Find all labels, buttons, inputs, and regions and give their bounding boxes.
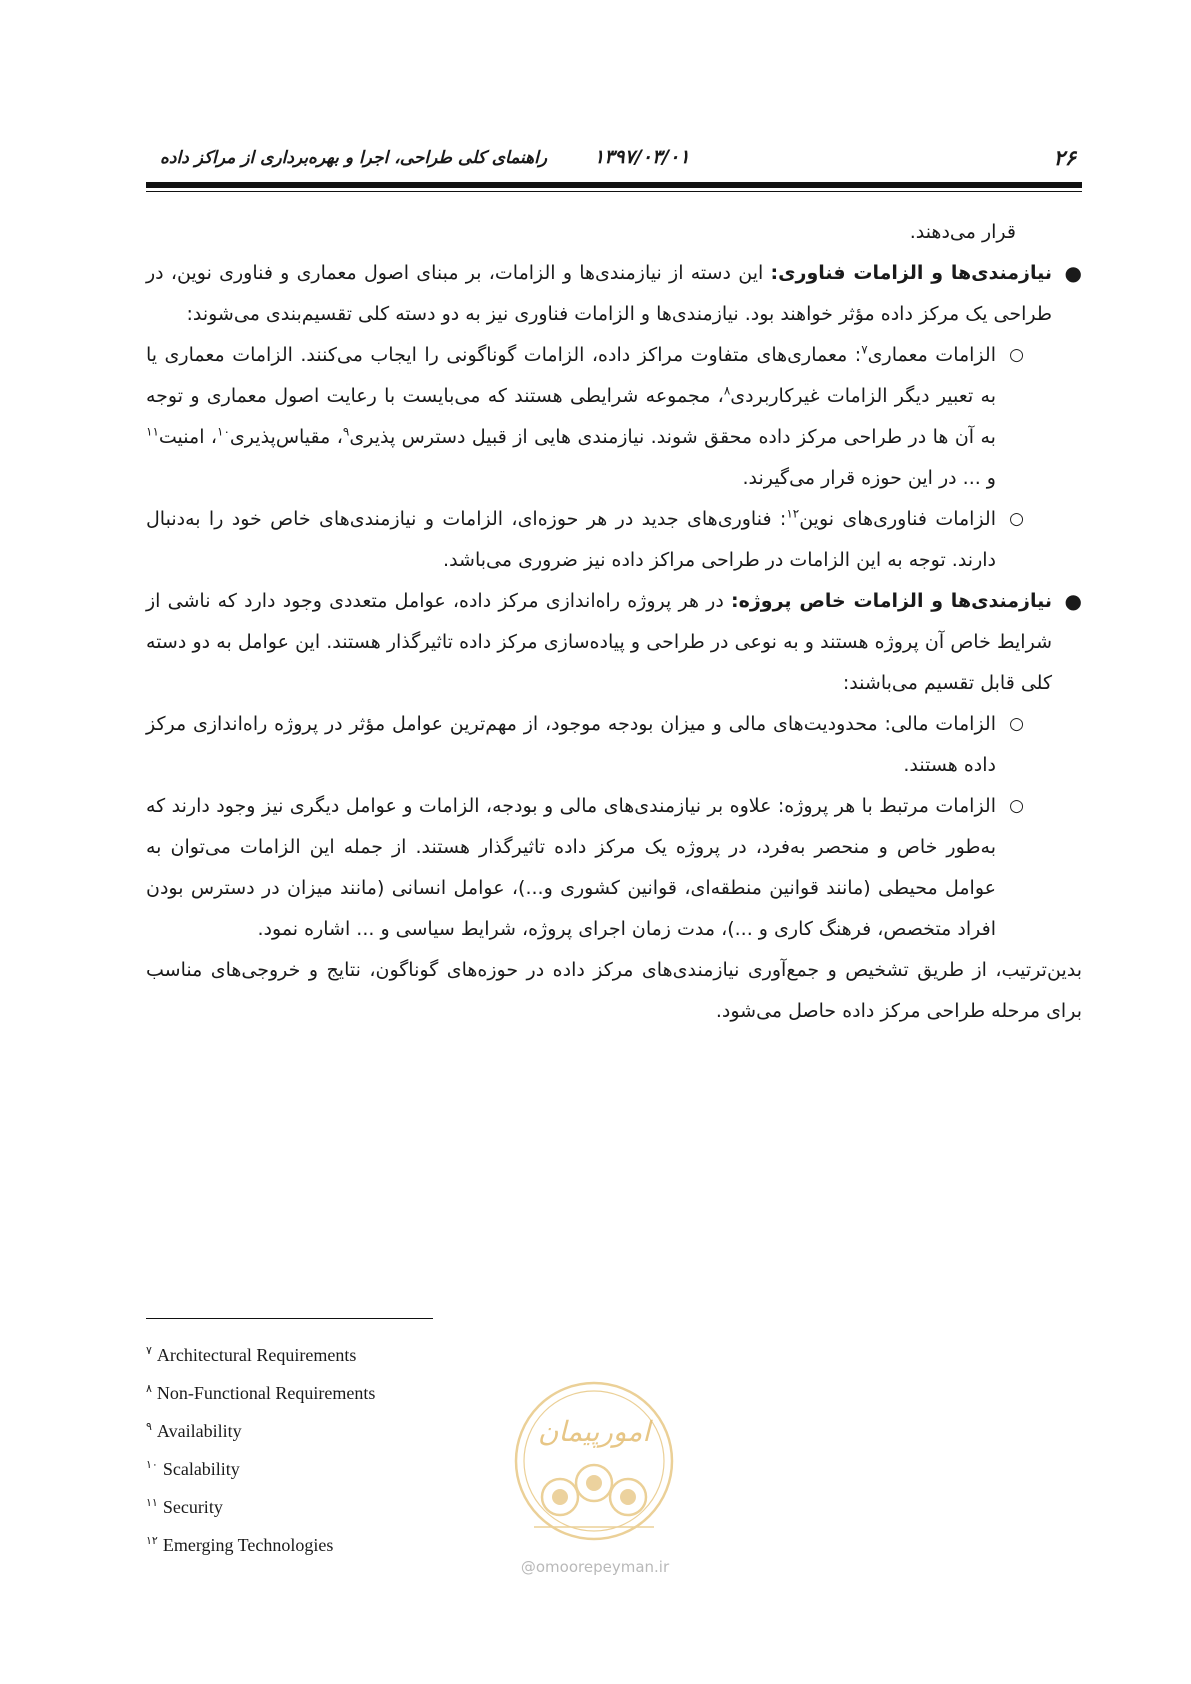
footnote-number: ۹ <box>146 1421 152 1433</box>
footnote-item <box>146 1488 375 1526</box>
sub-text: الزامات فناوری‌های نوین <box>799 508 996 530</box>
footnote-text: Non-Functional Requirements <box>156 1383 376 1403</box>
footnote-text: Emerging Technologies <box>162 1535 334 1555</box>
bullet-text: در هر پروژه راه‌اندازی مرکز داده، عوامل متعددی وجود دارد که ناشی از شرایط خاص آن پروژه هستند و به نوعی در طراحی و پیاده‌سازی مرکز داده تاثیرگذار هستند. این عوامل به دو دسته کلی قابل تقسیم می‌باشند: <box>146 590 1052 694</box>
page-body <box>146 212 1082 1032</box>
footnote-ref[interactable]: ۱۲ <box>786 506 800 521</box>
watermark-seal-icon <box>512 1379 676 1543</box>
sub-text: و ... در این حوزه قرار می‌گیرند. <box>742 467 996 489</box>
footnote-ref[interactable]: ۸ <box>723 383 731 398</box>
circle-bullet-icon: ○ <box>1009 714 1024 734</box>
sub-item-emerging-tech <box>146 499 1082 581</box>
circle-bullet-icon: ○ <box>1009 796 1024 816</box>
sub-text: ، امنیت <box>158 426 218 448</box>
footnote-text: Scalability <box>162 1459 240 1479</box>
sub-text: الزامات مرتبط با هر پروژه: علاوه بر نیازمندی‌های مالی و بودجه، الزامات و عوامل دیگری نیز وجود دارند که به‌طور خاص و منحصر به‌فرد، در پروژه یک مرکز داده تاثیرگذار هستند. از جمله این الزامات می‌توان به عوامل محیطی (مانند قوانین منطقه‌ای، قوانین کشوری و...)، عوامل انسانی (مانند میزان در دسترس بودن افراد متخصص، فرهنگ کاری و ...)، مدت زمان اجرای پروژه، شرایط سیاسی و ... اشاره نمود. <box>146 795 996 940</box>
sub-item-architecture <box>146 335 1082 499</box>
footnote-ref[interactable]: ۷ <box>861 342 868 357</box>
footnote-text: Architectural Requirements <box>156 1345 357 1365</box>
bullet-heading: نیازمندی‌ها و الزامات فناوری: <box>770 262 1052 284</box>
watermark-site: @omoorepeyman.ir <box>520 1558 670 1576</box>
footnote-text: Security <box>162 1497 223 1517</box>
sub-text: ، مقیاس‌پذیری <box>229 426 343 448</box>
sub-text: الزامات معماری <box>867 344 996 366</box>
footnote-ref[interactable]: ۹ <box>342 424 350 439</box>
bullet-icon: ● <box>1064 261 1082 285</box>
bullet-technology-requirements <box>146 253 1082 335</box>
bullet-project-requirements <box>146 581 1082 704</box>
sub-text: ، مجموعه شرایطی هستند که می‌بایست با رعایت اصول معماری و توجه به آن ها در طراحی مرکز داده محقق شوند. نیازمندی هایی از قبیل دسترس پذیری <box>146 385 996 448</box>
footnote-ref[interactable]: ۱۰ <box>217 424 230 439</box>
header-date: ۱۳۹۷/۰۳/۰۱ <box>594 146 690 168</box>
sub-text: : فناوری‌های جدید در هر حوزه‌ای، الزامات و نیازمندی‌های خاص خود را به‌دنبال دارند. توجه به این الزامات در طراحی مراکز داده نیز ضروری می‌باشد. <box>146 508 996 571</box>
page-header <box>146 146 1082 176</box>
page-number: ۲۶ <box>1053 146 1076 170</box>
watermark-logo-text: امورپیمان <box>537 1415 651 1448</box>
footnote-item <box>146 1450 375 1488</box>
footnote-item <box>146 1374 375 1412</box>
sub-item-project-specific <box>146 786 1082 950</box>
footnote-ref[interactable]: ۱۱ <box>146 424 159 439</box>
bullet-heading: نیازمندی‌ها و الزامات خاص پروژه: <box>731 590 1052 612</box>
bullet-icon: ● <box>1064 589 1082 613</box>
continuation-text: قرار می‌دهند. <box>909 221 1016 243</box>
sub-item-financial <box>146 704 1082 786</box>
sub-text: الزامات مالی: محدودیت‌های مالی و میزان بودجه موجود، از مهم‌ترین عوامل مؤثر در پروژه راه‌اندازی مرکز داده هستند. <box>146 713 996 776</box>
footnote-number: ۸ <box>146 1383 152 1395</box>
header-rule-thick <box>146 182 1082 188</box>
footnote-item <box>146 1336 375 1374</box>
footnote-number: ۱۰ <box>146 1459 158 1471</box>
circle-bullet-icon: ○ <box>1009 509 1024 529</box>
footnote-number: ۱۲ <box>146 1535 158 1547</box>
circle-bullet-icon: ○ <box>1009 345 1024 365</box>
header-title: راهنمای کلی طراحی، اجرا و بهره‌برداری از مراکز داده <box>160 148 548 168</box>
footnote-number: ۷ <box>146 1345 152 1357</box>
conclusion-paragraph: بدین‌ترتیب، از طریق تشخیص و جمع‌آوری نیازمندی‌های مرکز داده در حوزه‌های گوناگون، نتایج و خروجی‌های مناسب برای مرحله طراحی مرکز داده حاصل می‌شود. <box>146 959 1082 1022</box>
footnote-text: Availability <box>156 1421 242 1441</box>
footnote-separator <box>146 1318 433 1319</box>
bullet-text: این دسته از نیازمندی‌ها و الزامات، بر مبنای اصول معماری و فناوری نوین، در طراحی یک مرکز داده مؤثر خواهند بود. نیازمندی‌ها و الزامات فناوری نیز به دو دسته کلی تقسیم‌بندی می‌شوند: <box>146 262 1052 325</box>
header-rule-thin <box>146 191 1082 192</box>
sub-text: : معماری‌های متفاوت مراکز داده، الزامات گوناگونی را ایجاب می‌کنند. الزامات معماری یا به تعبیر دیگر الزامات غیرکاربردی <box>146 344 996 407</box>
footnote-item <box>146 1526 375 1564</box>
footnotes-list <box>146 1336 375 1564</box>
footnote-number: ۱۱ <box>146 1497 158 1509</box>
footnote-item <box>146 1412 375 1450</box>
